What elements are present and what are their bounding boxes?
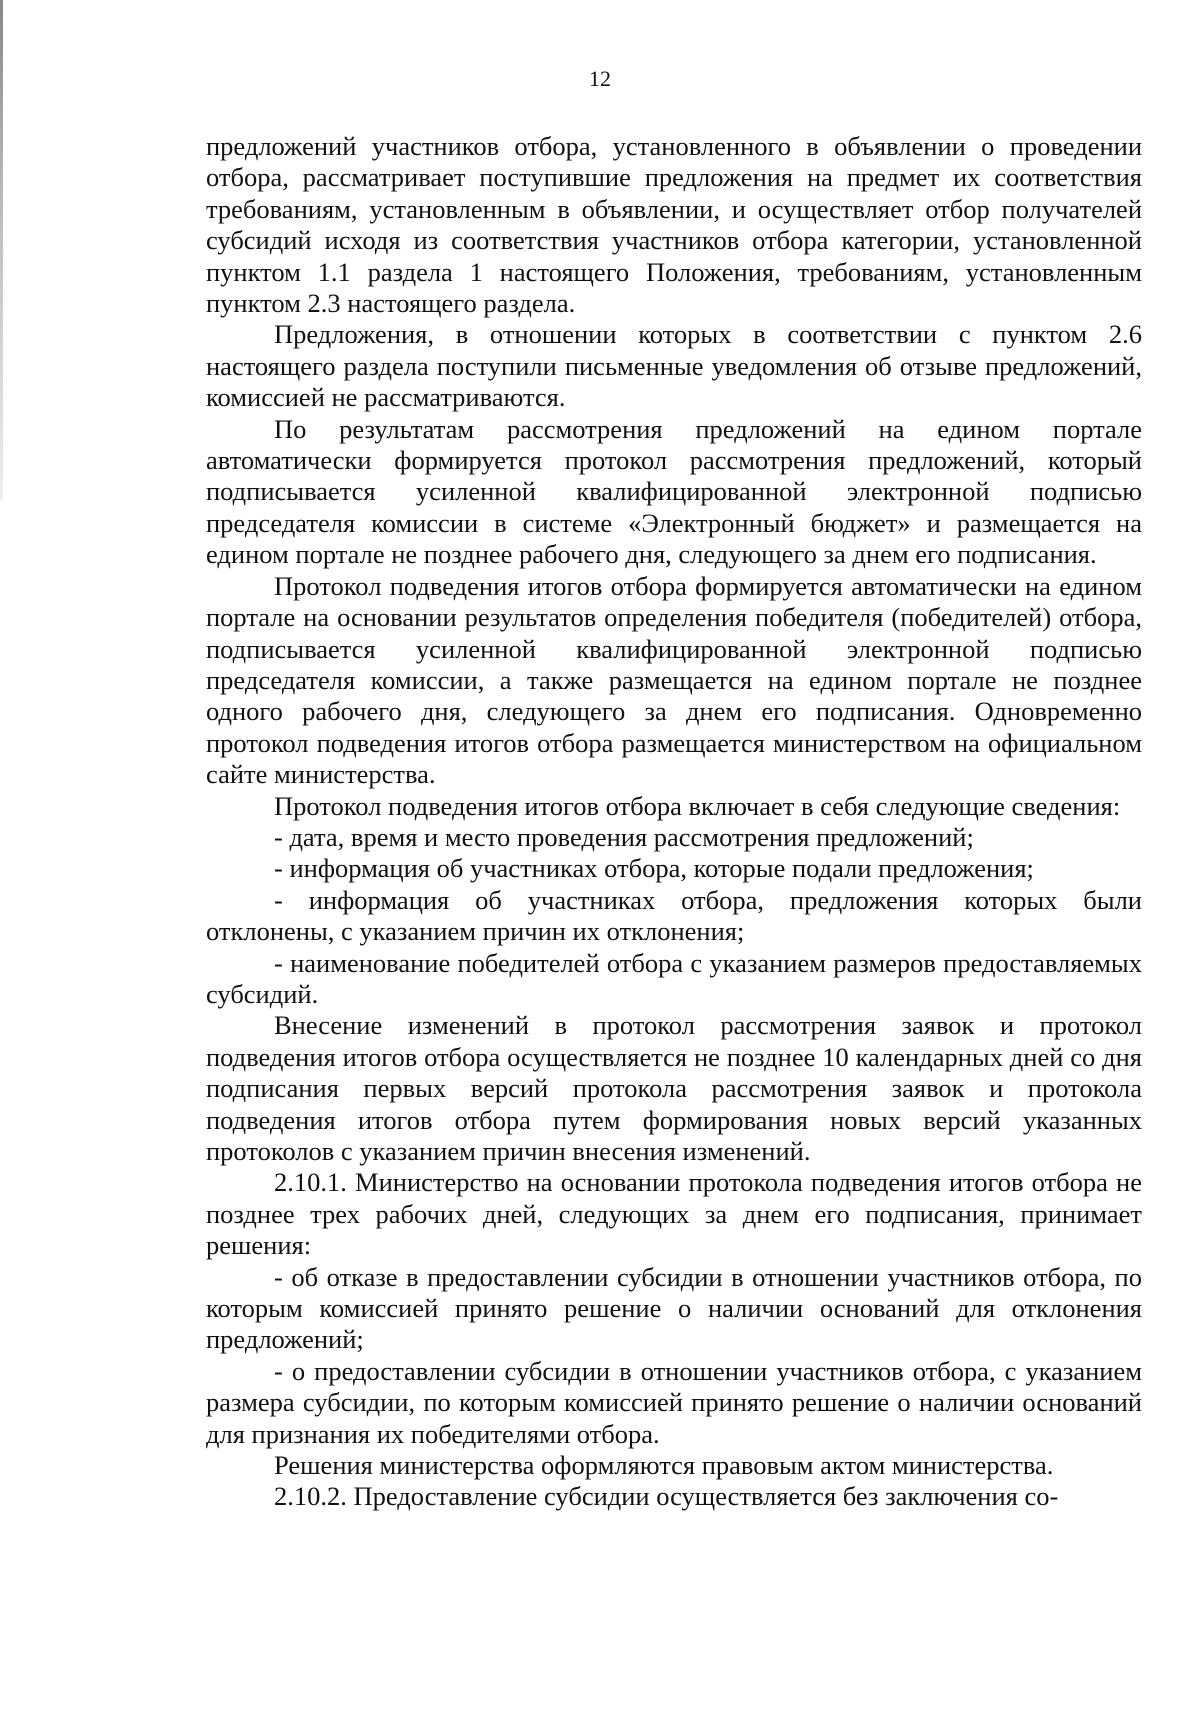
list-item: - дата, время и место проведения рассмотрения предложений;: [274, 821, 974, 852]
list-item: - информация об участниках отбора, которые подали предложения;: [274, 853, 1034, 884]
paragraph: Решения министерства оформляются правовым актом министерства.: [274, 1450, 1054, 1481]
list-item: - о предоставлении субсидии в отношении участников отбора, с указанием размера субсидии, по которым комиссией принято решение о наличии оснований для признания их победителями отбора.: [206, 1355, 1142, 1449]
paragraph: 2.10.2. Предоставление субсидии осуществляется без заключения со-: [274, 1481, 1059, 1512]
list-item: - об отказе в предоставлении субсидии в отношении участников отбора, по которым комиссией принято решение о наличии оснований для отклонения предложений;: [206, 1261, 1142, 1355]
paragraph: По результатам рассмотрения предложений на едином портале автоматически формируется протокол рассмотрения предложений, который подписывается усиленной квалифицированной электронной подписью председателя комиссии в системе «Электронный бюджет» и размещается на едином портале не позднее рабочего дня, следующего за днем его подписания.: [206, 413, 1142, 570]
list-item: - наименование победителей отбора с указанием размеров предоставляемых субсидий.: [206, 947, 1142, 1009]
list-item: - информация об участниках отбора, предложения которых были отклонены, с указанием причин их отклонения;: [206, 884, 1142, 947]
paragraph: Протокол подведения итогов отбора формируется автоматически на едином портале на основании результатов определения победителя (победителей) отбора, подписывается усиленной квалифицированной электронной подписью председателя комиссии, а также размещается на едином портале не позднее одного рабочего дня, следующего за днем его подписания. Одновременно протокол подведения итогов отбора размещается министерством на официальном сайте министерства.: [206, 570, 1142, 790]
paragraph: Предложения, в отношении которых в соответствии с пунктом 2.6 настоящего раздела поступили письменные уведомления об отзыве предложений, комиссией не рассматриваются.: [206, 319, 1142, 413]
paragraph: Протокол подведения итогов отбора включает в себя следующие сведения:: [274, 790, 1121, 821]
paragraph: 2.10.1. Министерство на основании протокола подведения итогов отбора не позднее трех рабочих дней, следующих за днем его подписания, принимает решения:: [206, 1167, 1142, 1261]
page-number: 12: [589, 66, 611, 91]
document-body: [206, 131, 1142, 1513]
paragraph: предложений участников отбора, установленного в объявлении о проведении отбора, рассматривает поступившие предложения на предмет их соответствия требованиям, установленным в объявлении, и осуществляет отбор получателей субсидий исходя из соответствия участников отбора категории, установленной пунктом 1.1 раздела 1 настоящего Положения, требованиям, установленным пунктом 2.3 настоящего раздела.: [206, 131, 1142, 319]
paragraph: Внесение изменений в протокол рассмотрения заявок и протокол подведения итогов отбора осуществляется не позднее 10 календарных дней со дня подписания первых версий протокола рассмотрения заявок и протокола подведения итогов отбора путем формирования новых версий указанных протоколов с указанием причин внесения изменений.: [206, 1010, 1142, 1166]
